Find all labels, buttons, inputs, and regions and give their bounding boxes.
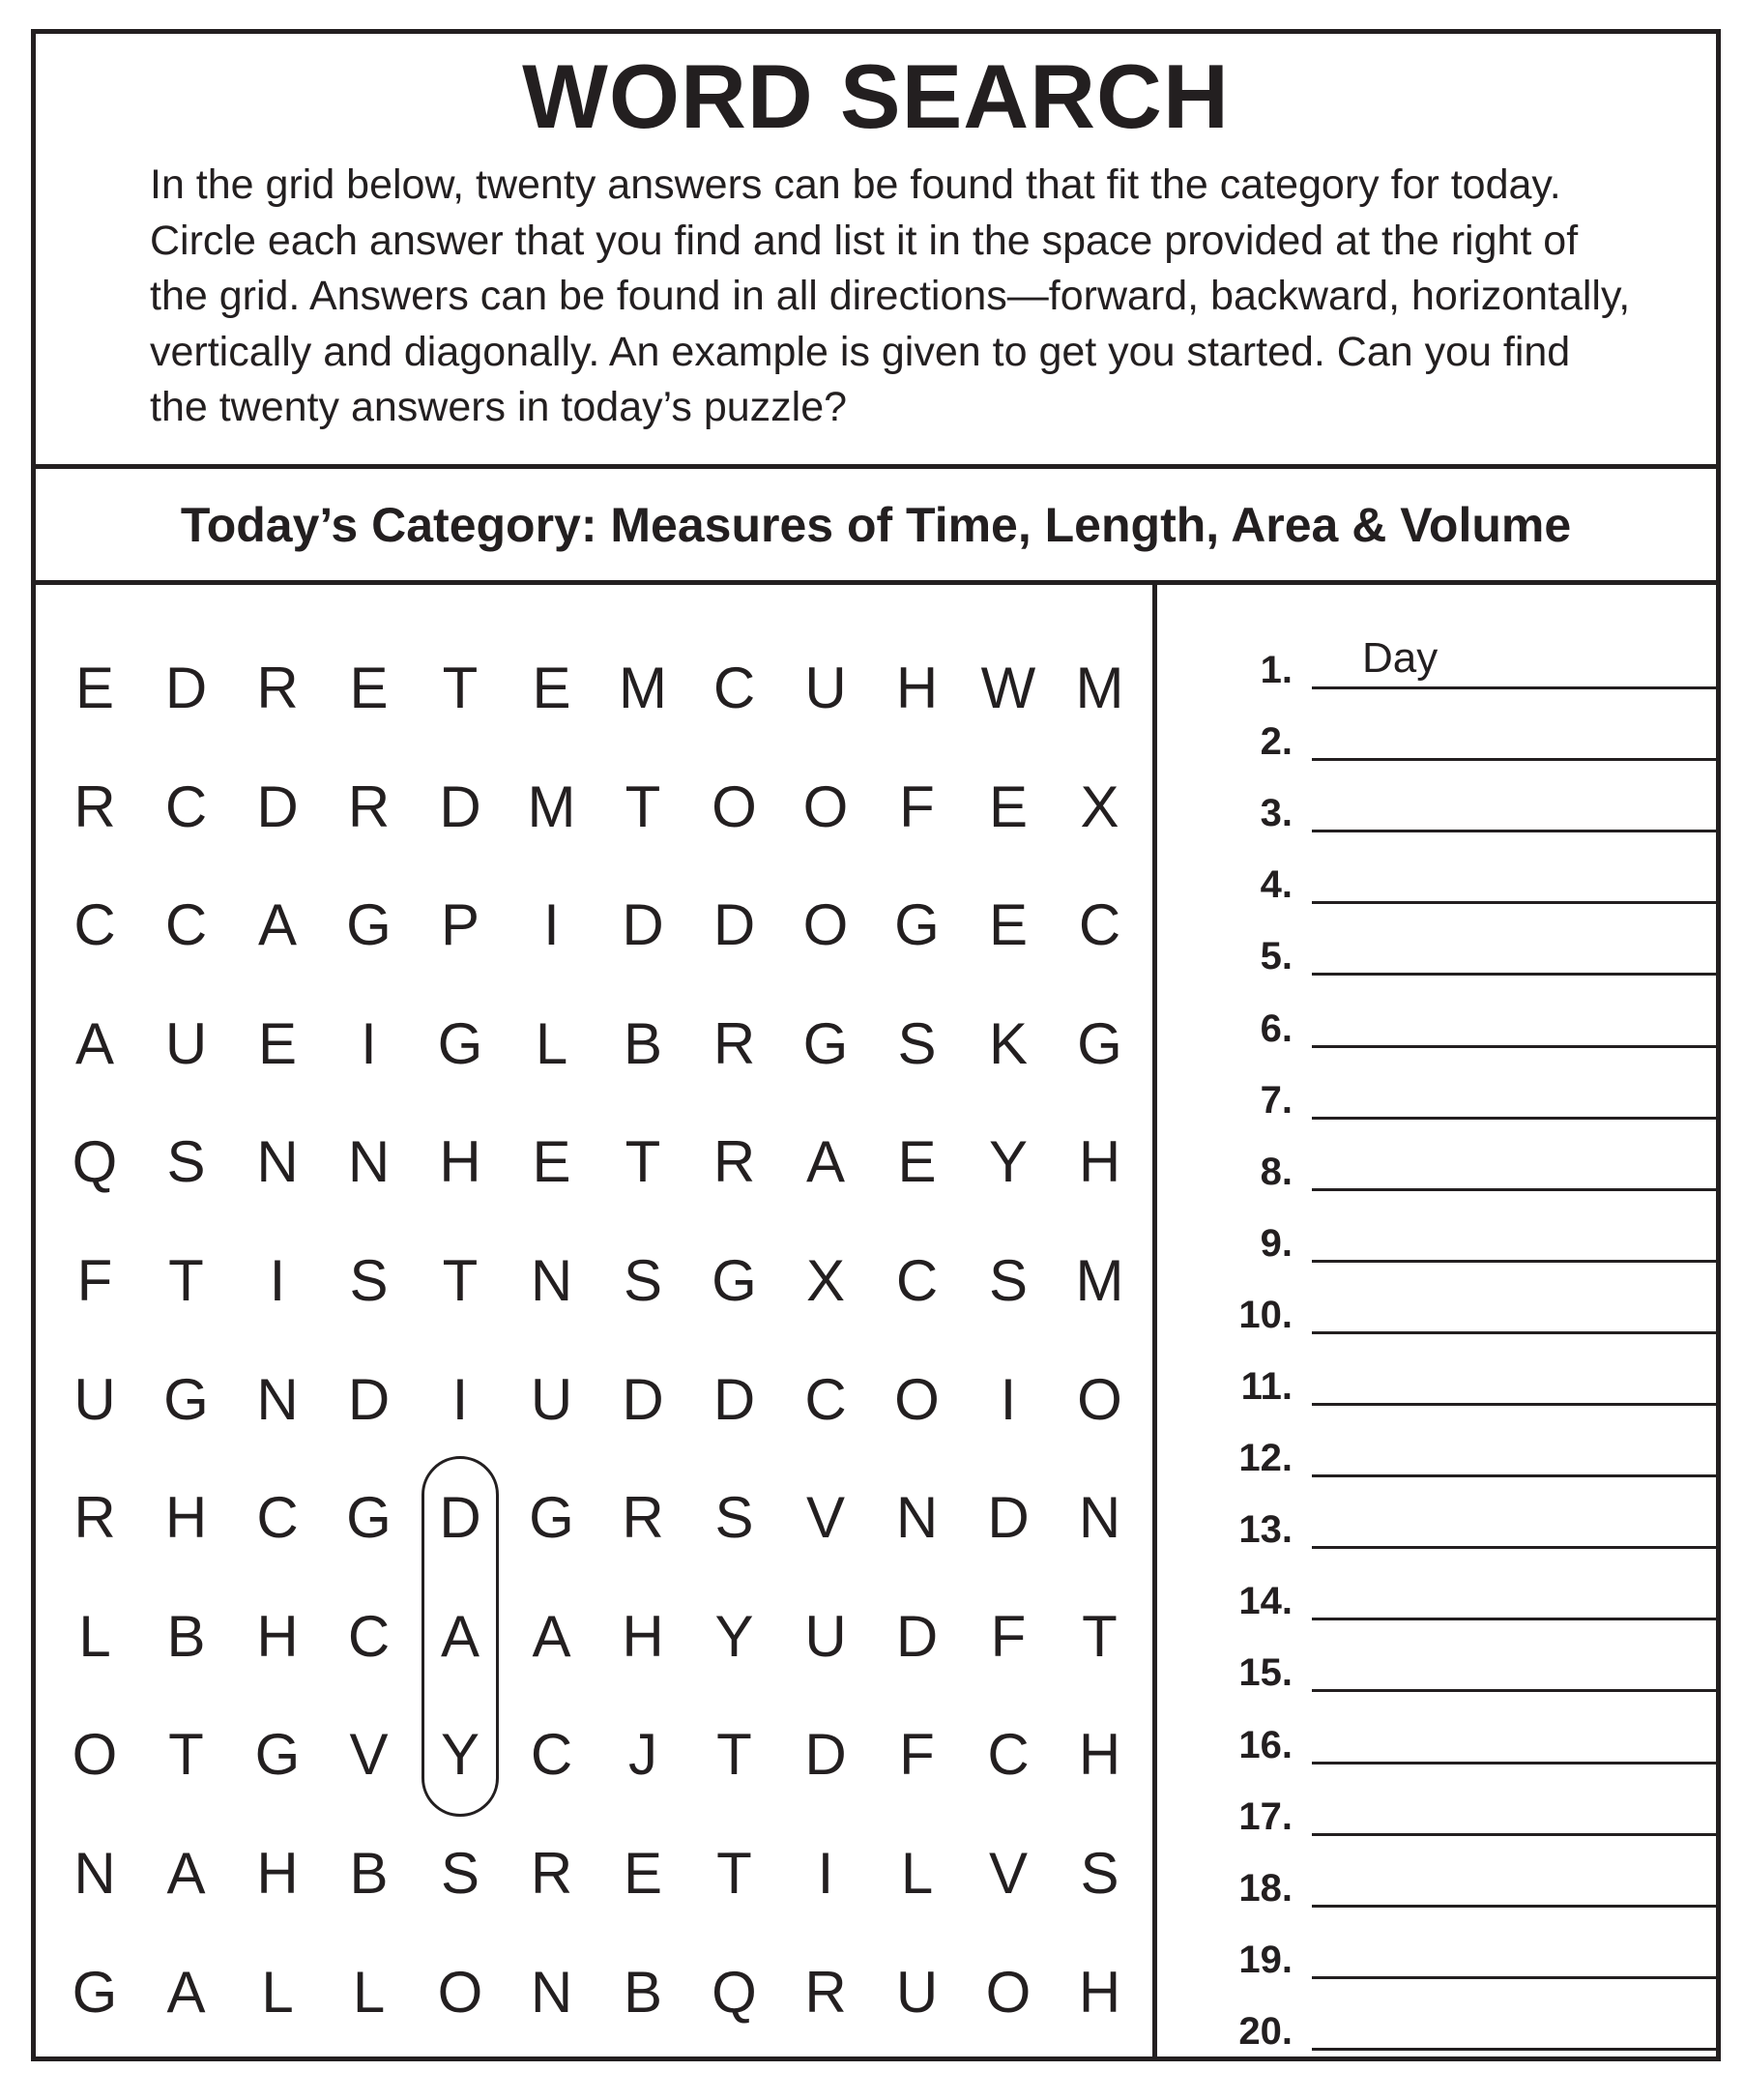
grid-letter[interactable]: H — [439, 1129, 481, 1195]
answer-number: 14. — [1238, 1580, 1293, 1623]
grid-letter[interactable]: I — [361, 1010, 377, 1076]
grid-letter[interactable]: G — [802, 1010, 849, 1076]
grid-letter[interactable]: G — [346, 892, 392, 958]
grid-letter[interactable]: C — [73, 892, 116, 958]
grid-letter[interactable]: T — [1082, 1603, 1118, 1669]
answer-row — [1157, 634, 1716, 699]
grid-letter[interactable]: R — [530, 1841, 573, 1906]
answer-number: 17. — [1238, 1794, 1293, 1838]
category-label: Today’s Category: Measures of Time, Length, Area & Volume — [36, 469, 1716, 585]
grid-letter[interactable]: D — [164, 656, 208, 720]
grid-letter[interactable]: T — [442, 1248, 479, 1313]
answer-line[interactable] — [1312, 920, 1716, 976]
grid-letter[interactable]: N — [256, 1129, 299, 1195]
grid-letter[interactable]: G — [437, 1010, 483, 1076]
grid-letter[interactable]: O — [712, 773, 757, 839]
grid-letter[interactable]: S — [349, 1248, 389, 1313]
answer-line[interactable] — [1312, 1996, 1716, 2051]
grid-letter[interactable]: O — [894, 1366, 940, 1432]
answer-row — [1157, 1071, 1716, 1129]
answer-row — [1157, 2002, 1716, 2060]
grid-letter[interactable]: I — [817, 1841, 834, 1906]
answer-row — [1157, 1931, 1716, 1989]
grid-letter[interactable]: R — [73, 773, 116, 839]
grid-letter[interactable]: B — [166, 1603, 206, 1669]
grid-letter[interactable]: G — [254, 1722, 301, 1788]
grid-letter[interactable]: E — [532, 656, 571, 720]
grid-letter[interactable]: N — [347, 1129, 391, 1195]
grid-letter[interactable]: M — [527, 773, 576, 839]
grid-letter[interactable]: Y — [714, 1603, 754, 1669]
answer-number: 15. — [1238, 1651, 1293, 1695]
grid-letter[interactable]: H — [164, 1485, 208, 1551]
grid-letter[interactable]: P — [440, 892, 480, 958]
answer-number: 11. — [1240, 1365, 1293, 1408]
answer-line[interactable] — [1312, 993, 1716, 1048]
grid-letter[interactable]: T — [442, 656, 479, 720]
grid-letter[interactable]: H — [1078, 1129, 1121, 1195]
grid-letter[interactable]: C — [256, 1485, 299, 1551]
instructions-text: In the grid below, twenty answers can be found that fit the category for today. Circle each answer that you find and list it in the space provided at the right of the grid. Answers can be found in all directions—forward, backward, horizontally, vertically and diagonally. An example is given to get you started. Can you find the twenty answers in today’s puzzle? — [150, 161, 1631, 430]
grid-letter[interactable]: A — [257, 892, 298, 958]
grid-letter[interactable]: O — [72, 1722, 118, 1788]
answer-line[interactable] — [1312, 1852, 1716, 1908]
grid-letter[interactable]: C — [987, 1722, 1030, 1788]
answer-number: 3. — [1260, 792, 1293, 835]
grid-letter[interactable]: N — [530, 1248, 573, 1313]
grid-letter[interactable]: D — [895, 1603, 939, 1669]
grid-letter[interactable]: V — [805, 1485, 846, 1551]
grid-letter[interactable]: R — [73, 1485, 116, 1551]
grid-letter[interactable]: D — [712, 892, 756, 958]
grid-letter[interactable]: T — [716, 1841, 752, 1906]
grid-letter[interactable]: F — [990, 1603, 1027, 1669]
grid-letter[interactable]: E — [897, 1129, 937, 1195]
answer-line[interactable] — [1312, 706, 1716, 761]
grid-letter[interactable]: C — [712, 656, 756, 720]
grid-letter[interactable]: R — [712, 1129, 756, 1195]
puzzle-header — [36, 34, 1716, 469]
grid-letter[interactable]: K — [988, 1010, 1029, 1076]
grid-letter[interactable]: A — [805, 1129, 846, 1195]
grid-letter[interactable]: S — [166, 1129, 206, 1195]
grid-letter[interactable]: E — [988, 773, 1029, 839]
answer-row — [1157, 1286, 1716, 1344]
grid-letter[interactable]: G — [346, 1485, 392, 1551]
grid-letter[interactable]: X — [805, 1248, 846, 1313]
page-title: WORD SEARCH — [522, 45, 1230, 147]
answer-row — [1157, 927, 1716, 985]
grid-letter[interactable]: C — [347, 1603, 391, 1669]
grid-letter[interactable]: S — [988, 1248, 1029, 1313]
grid-letter[interactable]: D — [987, 1485, 1030, 1551]
grid-letter[interactable]: R — [256, 656, 299, 720]
answer-text: Day — [1362, 634, 1439, 682]
grid-letter[interactable]: U — [804, 656, 847, 720]
grid-letter[interactable]: N — [530, 1959, 573, 2025]
answer-number: 1. — [1260, 649, 1293, 691]
answer-row — [1157, 1000, 1716, 1058]
grid-letter[interactable]: R — [622, 1485, 664, 1551]
grid-letter[interactable]: F — [899, 773, 935, 839]
grid-letter[interactable]: U — [73, 1366, 116, 1432]
grid-letter[interactable]: G — [529, 1485, 574, 1551]
grid-letter[interactable]: I — [543, 892, 560, 958]
grid-letter[interactable]: E — [988, 892, 1029, 958]
answer-line[interactable] — [1312, 1065, 1716, 1120]
grid-letter[interactable]: H — [1078, 1959, 1121, 2025]
answer-line[interactable] — [1312, 777, 1716, 832]
grid-letter[interactable]: A — [166, 1841, 206, 1906]
answer-row — [1157, 713, 1716, 771]
grid-letter[interactable]: H — [256, 1603, 299, 1669]
grid-letter[interactable]: H — [622, 1603, 664, 1669]
answer-row — [1157, 1788, 1716, 1846]
grid-letter[interactable]: X — [1080, 773, 1119, 839]
grid-letter[interactable]: E — [349, 656, 389, 720]
answer-number: 5. — [1260, 935, 1293, 978]
answer-line[interactable] — [1312, 1279, 1716, 1334]
answer-list — [1157, 585, 1716, 2056]
grid-letter[interactable]: R — [712, 1010, 756, 1076]
grid-letter[interactable]: L — [535, 1010, 568, 1076]
grid-letter[interactable]: W — [980, 656, 1036, 720]
grid-letter[interactable]: D — [439, 1485, 481, 1551]
answer-number: 20. — [1238, 2009, 1293, 2053]
grid-letter[interactable]: M — [1075, 656, 1124, 720]
grid-letter[interactable]: O — [985, 1959, 1032, 2025]
grid-letter[interactable]: J — [628, 1722, 657, 1788]
grid-letter[interactable]: L — [352, 1959, 386, 2025]
grid-letter[interactable]: D — [712, 1366, 756, 1432]
answer-number: 2. — [1260, 720, 1293, 764]
answer-row — [1157, 1859, 1716, 1917]
grid-letter[interactable]: O — [802, 773, 849, 839]
grid-letter[interactable]: I — [1000, 1366, 1017, 1432]
grid-letter[interactable]: N — [73, 1841, 116, 1906]
grid-letter[interactable]: G — [894, 892, 940, 958]
answer-line[interactable] — [1312, 1924, 1716, 1979]
answer-number: 7. — [1260, 1078, 1293, 1122]
grid-letter[interactable]: L — [900, 1841, 934, 1906]
grid-letter[interactable]: E — [623, 1841, 663, 1906]
grid-letter[interactable]: D — [256, 773, 299, 839]
grid-letter[interactable]: C — [530, 1722, 573, 1788]
grid-letter[interactable]: F — [76, 1248, 113, 1313]
grid-letter[interactable]: B — [623, 1010, 663, 1076]
grid-letter[interactable]: C — [164, 773, 208, 839]
grid-letter[interactable]: I — [451, 1366, 469, 1432]
answer-line[interactable] — [1312, 1351, 1716, 1406]
grid-letter[interactable]: H — [256, 1841, 299, 1906]
answer-row — [1157, 1572, 1716, 1630]
grid-letter[interactable]: V — [349, 1722, 389, 1788]
grid-letter[interactable]: E — [532, 1129, 571, 1195]
grid-letter[interactable]: U — [530, 1366, 573, 1432]
grid-letter[interactable]: D — [347, 1366, 391, 1432]
grid-letter[interactable]: F — [899, 1722, 935, 1788]
grid-letter[interactable]: O — [437, 1959, 483, 2025]
grid-letter[interactable]: R — [347, 773, 391, 839]
answer-number: 10. — [1238, 1293, 1293, 1336]
answer-number: 9. — [1260, 1221, 1293, 1265]
answer-number: 13. — [1238, 1508, 1293, 1552]
grid-letter[interactable]: M — [619, 656, 667, 720]
grid-letter[interactable]: O — [1077, 1366, 1122, 1432]
grid-letter[interactable]: S — [623, 1248, 663, 1313]
grid-letter[interactable]: H — [1078, 1722, 1121, 1788]
grid-letter[interactable]: D — [622, 1366, 664, 1432]
answer-line[interactable] — [1312, 1709, 1716, 1765]
answer-number: 12. — [1238, 1437, 1293, 1480]
grid-letter[interactable]: N — [895, 1485, 939, 1551]
grid-letter[interactable]: B — [623, 1959, 663, 2025]
answer-row — [1157, 784, 1716, 842]
answer-row — [1157, 1214, 1716, 1272]
grid-letter[interactable]: C — [164, 892, 208, 958]
answer-line[interactable] — [1312, 1136, 1716, 1191]
answer-line[interactable] — [1312, 1637, 1716, 1692]
grid-letter[interactable]: B — [349, 1841, 389, 1906]
answer-number: 18. — [1238, 1866, 1293, 1910]
grid-letter[interactable]: U — [164, 1010, 208, 1076]
grid-letter[interactable]: A — [440, 1603, 480, 1669]
grid-letter[interactable]: C — [804, 1366, 847, 1432]
answer-number: 6. — [1260, 1006, 1293, 1050]
grid-letter[interactable]: I — [269, 1248, 286, 1313]
grid-letter[interactable]: S — [1080, 1841, 1119, 1906]
grid-letter[interactable]: T — [716, 1722, 752, 1788]
grid-letter[interactable]: T — [168, 1248, 204, 1313]
grid-letter[interactable]: G — [163, 1366, 209, 1432]
answer-line[interactable] — [1312, 1422, 1716, 1477]
grid-letter[interactable]: O — [802, 892, 849, 958]
answer-line[interactable] — [1312, 1208, 1716, 1263]
grid-letter[interactable]: D — [804, 1722, 847, 1788]
answer-line[interactable] — [1312, 1781, 1716, 1836]
answer-row — [1157, 1644, 1716, 1702]
answer-line[interactable] — [1312, 849, 1716, 904]
puzzle-frame — [31, 29, 1721, 2061]
grid-letter[interactable]: A — [532, 1603, 571, 1669]
answer-row — [1157, 1501, 1716, 1559]
answer-row — [1157, 1716, 1716, 1774]
answer-row — [1157, 856, 1716, 914]
grid-letter[interactable]: A — [166, 1959, 206, 2025]
grid-letter[interactable]: S — [440, 1841, 480, 1906]
grid-letter[interactable]: S — [714, 1485, 754, 1551]
answer-row — [1157, 1429, 1716, 1487]
grid-letter[interactable]: Q — [72, 1129, 118, 1195]
grid-letter[interactable]: R — [804, 1959, 847, 2025]
grid-letter[interactable]: V — [988, 1841, 1029, 1906]
grid-letter[interactable]: D — [622, 892, 664, 958]
grid-letter[interactable]: U — [895, 1959, 939, 2025]
answer-line[interactable] — [1312, 1565, 1716, 1620]
grid-letter[interactable]: M — [1075, 1248, 1124, 1313]
answer-number: 4. — [1260, 863, 1293, 907]
grid-letter[interactable]: N — [1078, 1485, 1121, 1551]
grid-letter[interactable]: Q — [712, 1959, 757, 2025]
answer-row — [1157, 1357, 1716, 1415]
grid-letter[interactable]: N — [256, 1366, 299, 1432]
grid-letter[interactable]: L — [78, 1603, 111, 1669]
grid-letter[interactable]: C — [1078, 892, 1121, 958]
example-circle — [421, 1456, 499, 1817]
grid-letter[interactable]: Y — [440, 1722, 480, 1788]
grid-letter[interactable]: H — [895, 656, 939, 720]
grid-letter[interactable]: E — [257, 1010, 298, 1076]
grid-letter[interactable]: A — [74, 1010, 115, 1076]
grid-letter[interactable]: G — [1077, 1010, 1122, 1076]
answer-number: 19. — [1238, 1938, 1293, 1981]
answer-row — [1157, 1143, 1716, 1201]
answer-number: 16. — [1238, 1723, 1293, 1766]
grid-letter[interactable]: T — [625, 1129, 661, 1195]
grid-letter[interactable]: L — [261, 1959, 294, 2025]
grid-letter[interactable]: Y — [988, 1129, 1029, 1195]
letter-grid — [36, 585, 1157, 2056]
grid-letter[interactable]: G — [712, 1248, 757, 1313]
answer-line[interactable] — [1312, 1494, 1716, 1549]
answer-number: 8. — [1260, 1150, 1293, 1193]
grid-letter[interactable]: T — [625, 773, 661, 839]
grid-letter[interactable]: D — [439, 773, 481, 839]
grid-letter[interactable]: C — [895, 1248, 939, 1313]
grid-letter[interactable]: T — [168, 1722, 204, 1788]
grid-letter[interactable]: G — [72, 1959, 118, 2025]
grid-letter[interactable]: U — [804, 1603, 847, 1669]
grid-letter[interactable]: E — [74, 656, 115, 720]
grid-letter[interactable]: S — [897, 1010, 937, 1076]
